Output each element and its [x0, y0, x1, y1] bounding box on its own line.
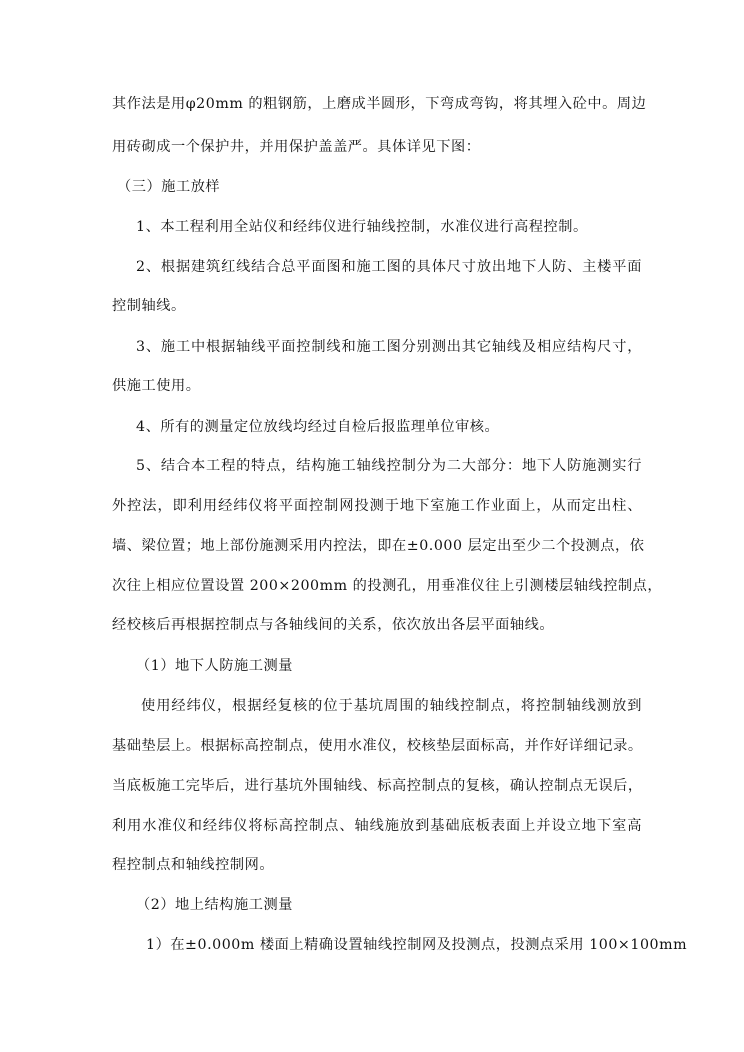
paragraph-line: 供施工使用。	[112, 378, 201, 394]
paragraph-line: 其作法是用φ20mm 的粗钢筋，上磨成半圆形，下弯成弯钩，将其埋入砼中。周边	[112, 96, 647, 112]
paragraph-line: 当底板施工完毕后，进行基坑外围轴线、标高控制点的复核，确认控制点无误后，	[112, 778, 643, 794]
list-item: 4、所有的测量定位放线均经过自检后报监理单位审核。	[136, 419, 500, 435]
paragraph-line: 用砖砌成一个保护井，并用保护盖盖严。具体详见下图：	[112, 139, 481, 155]
list-item: 1、本工程利用全站仪和经纬仪进行轴线控制，水准仪进行高程控制。	[136, 219, 588, 235]
paragraph-line: 利用水准仪和经纬仪将标高控制点、轴线施放到基础底板表面上并设立地下室高	[112, 818, 642, 834]
paragraph-line: 次往上相应位置设置 200×200mm 的投测孔，用垂准仪往上引测楼层轴线控制点，	[112, 578, 663, 594]
paragraph-line: 墙、梁位置；地上部份施测采用内控法，即在±0.000 层定出至少二个投测点，依	[112, 538, 645, 554]
list-item: 2、根据建筑红线结合总平面图和施工图的具体尺寸放出地下人防、主楼平面	[136, 259, 642, 275]
subsection-heading: （1）地下人防施工测量	[136, 658, 293, 674]
subsection-heading: （2）地上结构施工测量	[136, 897, 293, 913]
list-item: 3、施工中根据轴线平面控制线和施工图分别测出其它轴线及相应结构尺寸，	[136, 339, 642, 355]
list-item: 1）在±0.000m 楼面上精确设置轴线控制网及投测点，投测点采用 100×100mm	[146, 937, 688, 953]
paragraph-line: 外控法，即利用经纬仪将平面控制网投测于地下室施工作业面上，从而定出柱、	[112, 498, 642, 514]
paragraph-line: 基础垫层上。根据标高控制点，使用水准仪，校核垫层面标高，并作好详细记录。	[112, 738, 643, 754]
paragraph-line: 使用经纬仪，根据经复核的位于基坑周围的轴线控制点，将控制轴线测放到	[141, 698, 642, 714]
paragraph-line: 程控制点和轴线控制网。	[112, 857, 275, 873]
list-item: 5、结合本工程的特点，结构施工轴线控制分为二大部分：地下人防施测实行	[136, 458, 642, 474]
paragraph-line: 控制轴线。	[112, 298, 186, 314]
section-heading: （三）施工放样	[117, 179, 221, 195]
paragraph-line: 经校核后再根据控制点与各轴线间的关系，依次放出各层平面轴线。	[112, 617, 555, 633]
